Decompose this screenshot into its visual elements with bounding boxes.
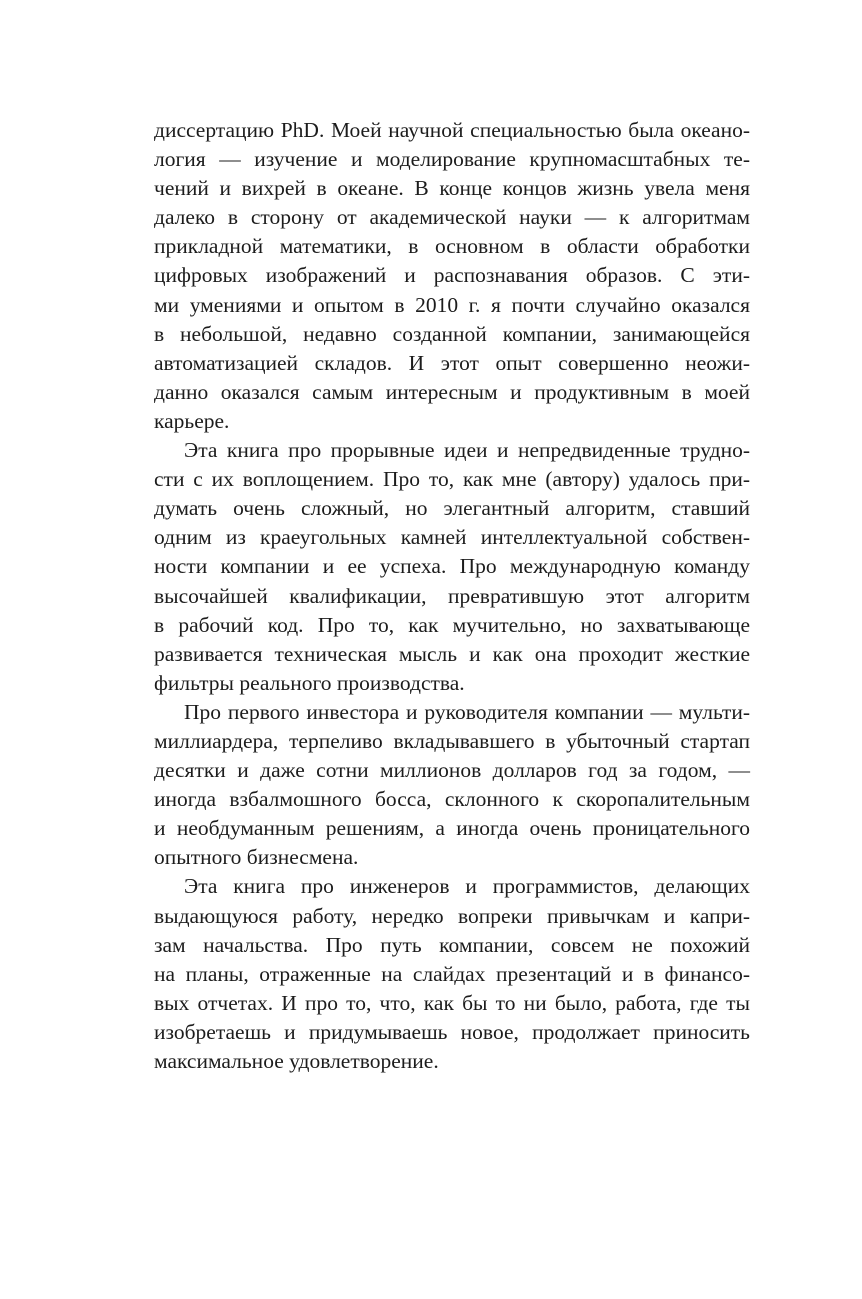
text-line: в рабочий код. Про то, как мучительно, но захватывающе xyxy=(154,612,750,637)
text-line: фильтры реального производства. xyxy=(154,670,465,695)
text-line: Эта книга про прорывные идеи и непредвиденные трудно- xyxy=(184,438,750,463)
text-line: карьере. xyxy=(154,408,230,433)
text-line: данно оказался самым интересным и продуктивным в моей xyxy=(154,379,750,404)
text-line: диссертацию PhD. Моей научной специальностью была океано- xyxy=(154,118,750,142)
text-line: логия — изучение и моделирование крупномасштабных те- xyxy=(154,147,750,172)
text-line: и необдуманным решениям, а иногда очень проницательного xyxy=(154,816,750,841)
text-line: выдающуюся работу, нередко вопреки привычкам и капри- xyxy=(154,903,750,928)
text-line: прикладной математики, в основном в области обработки xyxy=(154,234,750,259)
text-line: Про первого инвестора и руководителя компании — мульти- xyxy=(184,699,750,724)
text-line: в небольшой, недавно созданной компании, занимающейся xyxy=(154,321,750,346)
text-line: одним из краеугольных камней интеллектуальной собствен- xyxy=(154,525,750,550)
text-line: далеко в сторону от академической науки — к алгоритмам xyxy=(154,205,750,230)
text-line: изобретаешь и придумываешь новое, продолжает приносить xyxy=(154,1019,750,1044)
text-line: максимальное удовлетворение. xyxy=(154,1049,439,1073)
page-text xyxy=(154,116,750,1076)
text-line: ми умениями и опытом в 2010 г. я почти случайно оказался xyxy=(154,292,750,317)
text-line: думать очень сложный, но элегантный алгоритм, ставший xyxy=(154,496,750,521)
text-line: развивается техническая мысль и как она проходит жесткие xyxy=(154,641,750,666)
text-line: высочайшей квалификации, превратившую этот алгоритм xyxy=(154,583,750,608)
text-line: ности компании и ее успеха. Про международную команду xyxy=(154,554,750,579)
text-line: чений и вихрей в океане. В конце концов жизнь увела меня xyxy=(154,176,750,201)
text-line: сти с их воплощением. Про то, как мне (автору) удалось при- xyxy=(154,467,750,492)
text-line: автоматизацией складов. И этот опыт совершенно неожи- xyxy=(154,350,750,375)
text-line: на планы, отраженные на слайдах презентаций и в финансо- xyxy=(154,961,750,986)
text-line: опытного бизнесмена. xyxy=(154,845,359,870)
text-line: вых отчетах. И про то, что, как бы то ни было, работа, где ты xyxy=(154,990,750,1015)
text-line: миллиардера, терпеливо вкладывавшего в убыточный стартап xyxy=(154,728,750,753)
text-line: десятки и даже сотни миллионов долларов год за годом, — xyxy=(154,758,750,783)
text-line: зам начальства. Про путь компании, совсем не похожий xyxy=(154,932,750,957)
text-line: цифровых изображений и распознавания образов. С эти- xyxy=(154,263,750,288)
text-line: Эта книга про инженеров и программистов, делающих xyxy=(184,874,750,899)
text-line: иногда взбалмошного босса, склонного к скоропалительным xyxy=(154,787,750,812)
